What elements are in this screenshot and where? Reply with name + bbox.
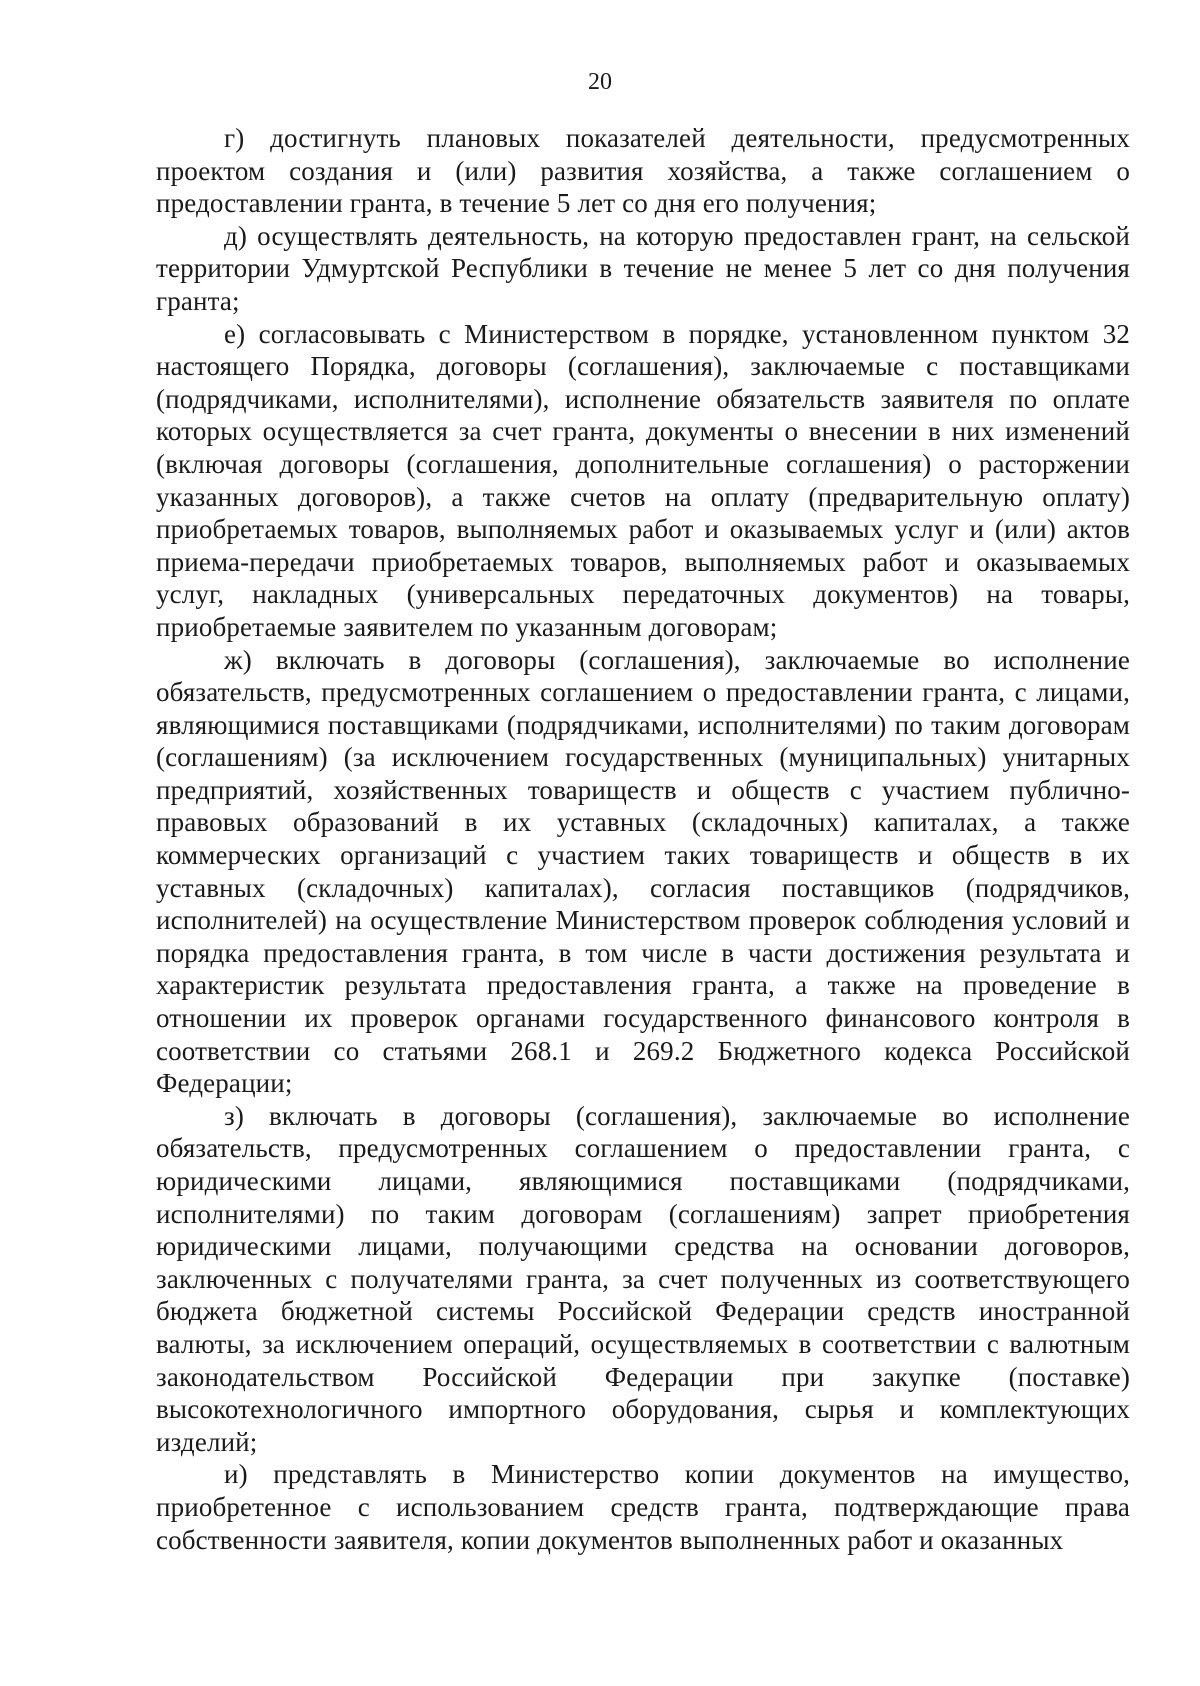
paragraph-zh: ж) включать в договоры (соглашения), заключаемые во исполнение обязательств, предусмотренных соглашением о предоставлении гранта, с лицами, являющимися поставщиками (подрядчиками, исполнителями) по таким договорам (соглашениям) (за исключением государственных (муниципальных) унитарных предприятий, хозяйственных товариществ и обществ с участием публично-правовых образований в их уставных (складочных) капиталах, а также коммерческих организаций с участием таких товариществ и обществ в их уставных (складочных) капиталах), согласия поставщиков (подрядчиков, исполнителей) на осуществление Министерством проверок соблюдения условий и порядка предоставления гранта, в том числе в части достижения результата и характеристик результата предоставления гранта, а также на проведение в отношении их проверок органами государственного финансового контроля в соответствии со статьями 268.1 и 269.2 Бюджетного кодекса Российской Федерации; bbox=[156, 644, 1130, 1099]
paragraph-i: и) представлять в Министерство копии документов на имущество, приобретенное с использованием средств гранта, подтверждающие права собственности заявителя, копии документов выполненных работ и оказанных bbox=[156, 1459, 1130, 1555]
document-body bbox=[156, 122, 1130, 1556]
paragraph-e: е) согласовывать с Министерством в порядке, установленном пунктом 32 настоящего Порядка, договоры (соглашения), заключаемые с поставщиками (подрядчиками, исполнителями), исполнение обязательств заявителя по оплате которых осуществляется за счет гранта, документы о внесении в них изменений (включая договоры (соглашения, дополнительные соглашения) о расторжении указанных договоров), а также счетов на оплату (предварительную оплату) приобретаемых товаров, выполняемых работ и оказываемых услуг и (или) актов приема-передачи приобретаемых товаров, выполняемых работ и оказываемых услуг, накладных (универсальных передаточных документов) на товары, приобретаемые заявителем по указанным договорам; bbox=[156, 318, 1130, 642]
paragraph-z: з) включать в договоры (соглашения), заключаемые во исполнение обязательств, предусмотренных соглашением о предоставлении гранта, с юридическими лицами, являющимися поставщиками (подрядчиками, исполнителями) по таким договорам (соглашениям) запрет приобретения юридическими лицами, получающими средства на основании договоров, заключенных с получателями гранта, за счет полученных из соответствующего бюджета бюджетной системы Российской Федерации средств иностранной валюты, за исключением операций, осуществляемых в соответствии с валютным законодательством Российской Федерации при закупке (поставке) высокотехнологичного импортного оборудования, сырья и комплектующих изделий; bbox=[156, 1100, 1130, 1457]
paragraph-d: д) осуществлять деятельность, на которую предоставлен грант, на сельской территории Удмуртской Республики в течение не менее 5 лет со дня получения гранта; bbox=[156, 220, 1130, 316]
paragraph-g: г) достигнуть плановых показателей деятельности, предусмотренных проектом создания и (или) развития хозяйства, а также соглашением о предоставлении гранта, в течение 5 лет со дня его получения; bbox=[156, 123, 1130, 219]
page-number: 20 bbox=[588, 69, 612, 95]
